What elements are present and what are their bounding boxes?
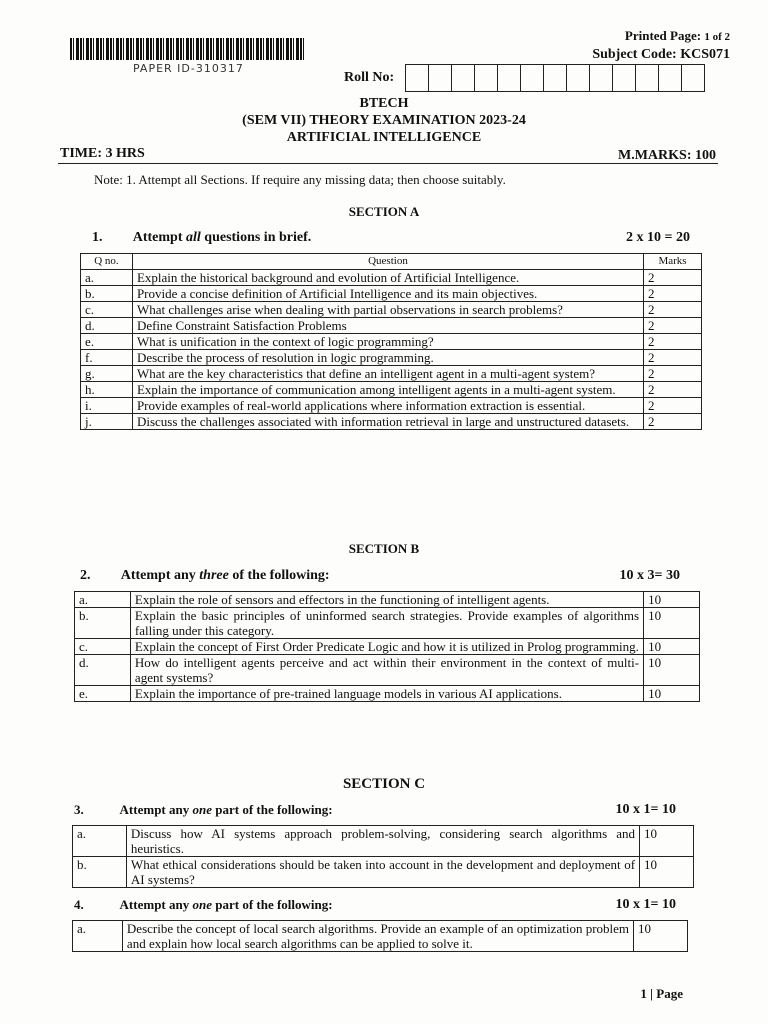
- printed-page-label: Printed Page:: [624, 28, 702, 43]
- roll-no-label: Roll No:: [344, 70, 395, 85]
- q-marks: 2: [644, 286, 702, 302]
- roll-box[interactable]: [428, 64, 452, 92]
- q-text: Explain the importance of communication among intelligent agents in a multi-agent system.: [132, 382, 643, 398]
- col-marks: Marks: [644, 254, 702, 270]
- q3-text-post: part of the following:: [211, 802, 333, 817]
- q-marks: 2: [644, 334, 702, 350]
- table-row: [73, 826, 694, 857]
- q1-heading: [92, 230, 311, 246]
- section-b-table: [74, 591, 700, 702]
- page-number: 1 | Page: [640, 986, 683, 1001]
- q1-text-post: questions in brief.: [200, 230, 312, 245]
- q-marks: 10: [644, 639, 700, 655]
- section-a-title: SECTION A: [348, 204, 420, 219]
- table-row: [75, 655, 700, 686]
- roll-box[interactable]: [635, 64, 659, 92]
- subject-title: ARTIFICIAL INTELLIGENCE: [286, 130, 482, 145]
- roll-box[interactable]: [589, 64, 613, 92]
- q-no: a.: [73, 921, 123, 952]
- q-marks: 10: [644, 655, 700, 686]
- roll-box[interactable]: [520, 64, 544, 92]
- q-text: Explain the basic principles of uninformed search strategies. Provide examples of algorithms falling under this category.: [130, 608, 643, 639]
- q-text: Explain the historical background and evolution of Artificial Intelligence.: [132, 270, 643, 286]
- q4-text-pre: Attempt any: [119, 897, 193, 912]
- roll-box[interactable]: [543, 64, 567, 92]
- q-no: b.: [73, 857, 127, 888]
- table-row: [81, 286, 702, 302]
- table-row: [73, 921, 688, 952]
- table-row: [75, 592, 700, 608]
- q-marks: 10: [640, 857, 694, 888]
- q-no: e.: [75, 686, 131, 702]
- q3-number: 3.: [74, 802, 84, 817]
- q1-text-em: all: [186, 230, 201, 245]
- q-text: Describe the process of resolution in logic programming.: [132, 350, 643, 366]
- q4-heading: [74, 897, 333, 913]
- q3-table: [72, 825, 694, 888]
- roll-box[interactable]: [658, 64, 682, 92]
- q1-marks: 2 x 10 = 20: [626, 230, 690, 245]
- q-text: Discuss the challenges associated with information retrieval in large and unstructured datasets.: [132, 414, 643, 430]
- table-row: [75, 608, 700, 639]
- q-marks: 2: [644, 318, 702, 334]
- q2-text-post: of the following:: [228, 568, 330, 583]
- q-marks: 2: [644, 350, 702, 366]
- table-row: [81, 318, 702, 334]
- q-marks: 2: [644, 270, 702, 286]
- q3-text-pre: Attempt any: [119, 802, 193, 817]
- barcode: [70, 38, 306, 60]
- q4-number: 4.: [74, 897, 84, 912]
- table-row: [81, 302, 702, 318]
- roll-box[interactable]: [566, 64, 590, 92]
- q-marks: 2: [644, 382, 702, 398]
- q-text: Provide examples of real-world applications where information extraction is essential.: [132, 398, 643, 414]
- printed-page-value: 1 of 2: [704, 31, 730, 43]
- q2-marks: 10 x 3= 30: [619, 568, 680, 583]
- q-text: What are the key characteristics that define an intelligent agent in a multi-agent system?: [132, 366, 643, 382]
- q2-heading: [80, 568, 330, 584]
- q-marks: 10: [644, 592, 700, 608]
- table-row: [81, 350, 702, 366]
- table-row: [81, 334, 702, 350]
- q-text: Explain the importance of pre-trained language models in various AI applications.: [130, 686, 643, 702]
- q-no: j.: [81, 414, 133, 430]
- q-text: Discuss how AI systems approach problem-solving, considering search algorithms and heuristics.: [126, 826, 639, 857]
- q-text: What ethical considerations should be taken into account in the development and deployment of AI systems?: [126, 857, 639, 888]
- q-no: c.: [81, 302, 133, 318]
- q-no: a.: [75, 592, 131, 608]
- table-row: [73, 857, 694, 888]
- q-text: Explain the concept of First Order Predicate Logic and how it is utilized in Prolog programming.: [130, 639, 643, 655]
- printed-page: [625, 28, 730, 44]
- roll-box[interactable]: [474, 64, 498, 92]
- q3-heading: [74, 802, 333, 818]
- paper-id: PAPER ID-310317: [133, 62, 244, 75]
- q-text: How do intelligent agents perceive and act within their environment in the context of multi-agent systems?: [130, 655, 643, 686]
- q3-marks: 10 x 1= 10: [615, 802, 676, 817]
- q-marks: 2: [644, 366, 702, 382]
- q-text: Define Constraint Satisfaction Problems: [132, 318, 643, 334]
- degree-title: BTECH: [359, 96, 409, 111]
- table-row: [75, 686, 700, 702]
- q3-text-em: one: [192, 802, 212, 817]
- header-divider: [58, 163, 718, 164]
- q-no: a.: [73, 826, 127, 857]
- q4-table: [72, 920, 688, 952]
- col-qno: Q no.: [81, 254, 133, 270]
- q-marks: 2: [644, 302, 702, 318]
- table-row: [75, 639, 700, 655]
- q-no: b.: [75, 608, 131, 639]
- q-text: What challenges arise when dealing with partial observations in search problems?: [132, 302, 643, 318]
- q-no: h.: [81, 382, 133, 398]
- q2-text-em: three: [199, 568, 229, 583]
- q-marks: 10: [640, 826, 694, 857]
- q-no: b.: [81, 286, 133, 302]
- q-no: e.: [81, 334, 133, 350]
- instructions-note: Note: 1. Attempt all Sections. If require any missing data; then choose suitably.: [94, 172, 506, 187]
- q-no: a.: [81, 270, 133, 286]
- q4-marks: 10 x 1= 10: [615, 897, 676, 912]
- q-text: Explain the role of sensors and effectors in the functioning of intelligent agents.: [130, 592, 643, 608]
- q1-number: 1.: [92, 230, 103, 245]
- q-marks: 2: [644, 414, 702, 430]
- table-header: [81, 254, 702, 270]
- q-marks: 10: [644, 608, 700, 639]
- roll-box[interactable]: [497, 64, 521, 92]
- q-text: Describe the concept of local search algorithms. Provide an example of an optimization problem and explain how local search algorithms can be applied to solve it.: [122, 921, 633, 952]
- q-text: What is unification in the context of logic programming?: [132, 334, 643, 350]
- roll-box[interactable]: [681, 64, 705, 92]
- q-no: g.: [81, 366, 133, 382]
- q-marks: 10: [634, 921, 688, 952]
- q-no: f.: [81, 350, 133, 366]
- table-row: [81, 414, 702, 430]
- q-marks: 10: [644, 686, 700, 702]
- q1-text-pre: Attempt: [132, 230, 186, 245]
- q-no: d.: [75, 655, 131, 686]
- q4-text-post: part of the following:: [211, 897, 333, 912]
- col-question: Question: [132, 254, 643, 270]
- q2-number: 2.: [80, 568, 91, 583]
- table-row: [81, 398, 702, 414]
- q-marks: 2: [644, 398, 702, 414]
- roll-box[interactable]: [612, 64, 636, 92]
- exam-time: TIME: 3 HRS: [60, 146, 145, 161]
- exam-title: (SEM VII) THEORY EXAMINATION 2023-24: [242, 113, 526, 128]
- q-no: d.: [81, 318, 133, 334]
- table-row: [81, 382, 702, 398]
- roll-no-boxes[interactable]: [406, 64, 705, 92]
- q-no: i.: [81, 398, 133, 414]
- section-a-table: [80, 253, 702, 430]
- table-row: [81, 270, 702, 286]
- q-text: Provide a concise definition of Artificial Intelligence and its main objectives.: [132, 286, 643, 302]
- roll-box[interactable]: [451, 64, 475, 92]
- section-c-title: SECTION C: [342, 776, 426, 792]
- q2-text-pre: Attempt any: [120, 568, 200, 583]
- q4-text-em: one: [192, 897, 212, 912]
- roll-box[interactable]: [405, 64, 429, 92]
- table-row: [81, 366, 702, 382]
- max-marks: M.MARKS: 100: [618, 148, 716, 163]
- section-b-title: SECTION B: [348, 541, 420, 556]
- subject-code: Subject Code: KCS071: [592, 47, 730, 62]
- q-no: c.: [75, 639, 131, 655]
